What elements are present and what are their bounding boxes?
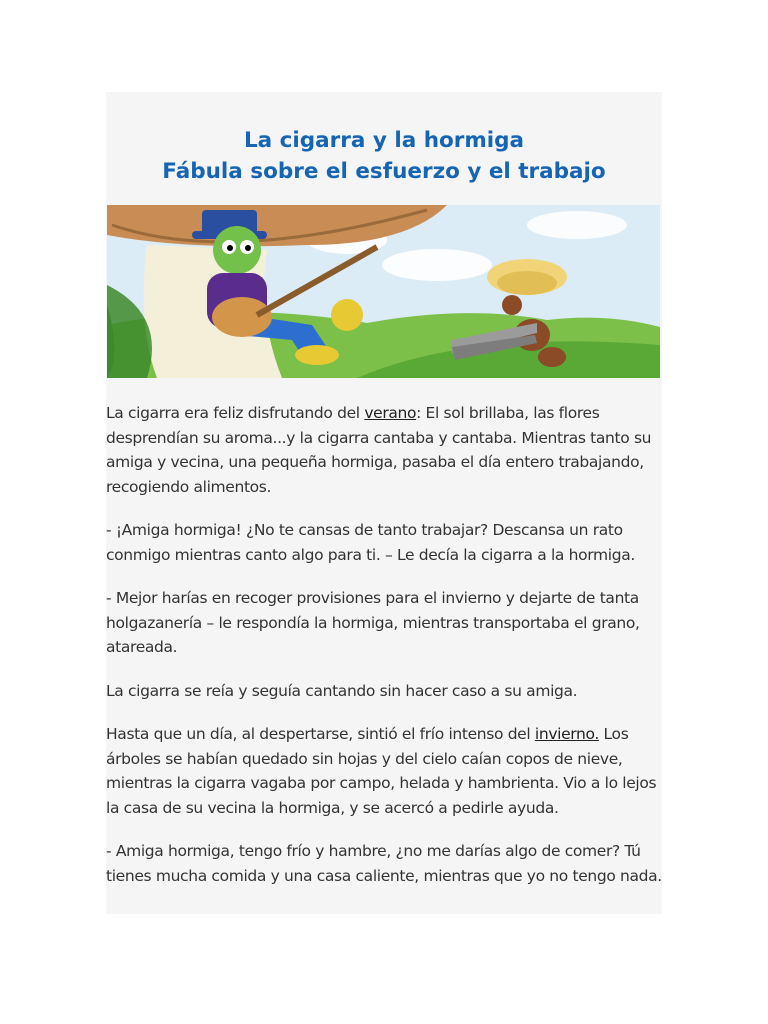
paragraph-1-end: : El sol brillaba, las flores desprendían su aroma...y la cigarra cantaba y cantaba. Mientras tanto su amiga y vecina, una pequeña hormiga, pasaba el día entero trabajando, recogiendo alimentos. — [106, 404, 652, 496]
paragraph-2: - ¡Amiga hormiga! ¿No te cansas de tanto trabajar? Descansa un rato conmigo mientras canto algo para ti. – Le decía la cigarra a la hormiga. — [106, 521, 635, 564]
title-line-2: Fábula sobre el esfuerzo y el trabajo — [162, 159, 606, 184]
paragraph-5-start: Hasta que un día, al despertarse, sintió el frío intenso del — [106, 725, 535, 743]
document-card — [106, 92, 662, 914]
paragraph-4: La cigarra se reía y seguía cantando sin hacer caso a su amiga. — [106, 681, 578, 700]
page-title — [106, 92, 662, 187]
paragraph-1 — [106, 401, 662, 499]
fable-text — [106, 401, 662, 907]
paragraph-1-start: La cigarra era feliz disfrutando del — [106, 404, 365, 422]
fable-illustration — [107, 205, 660, 378]
title-line-1: La cigarra y la hormiga — [243, 128, 525, 153]
paragraph-5 — [106, 722, 662, 820]
paragraph-6: - Amiga hormiga, tengo frío y hambre, ¿no me darías algo de comer? Tú tienes mucha comida y una casa caliente, mientras que yo no tengo nada. — [106, 842, 662, 885]
invierno-link[interactable]: invierno. — [534, 725, 599, 743]
cicada-and-ant-image — [107, 205, 660, 378]
paragraph-3: - Mejor harías en recoger provisiones para el invierno y dejarte de tanta holgazanería – le respondía la hormiga, mientras transportaba el grano, atareada. — [106, 589, 640, 656]
verano-link[interactable]: verano — [364, 404, 417, 422]
paragraph-5-end: Los árboles se habían quedado sin hojas y del cielo caían copos de nieve, mientras la cigarra vagaba por campo, helada y hambrienta. Vio a lo lejos la casa de su vecina la hormiga, y se acercó a pedirle ayuda. — [106, 725, 657, 817]
